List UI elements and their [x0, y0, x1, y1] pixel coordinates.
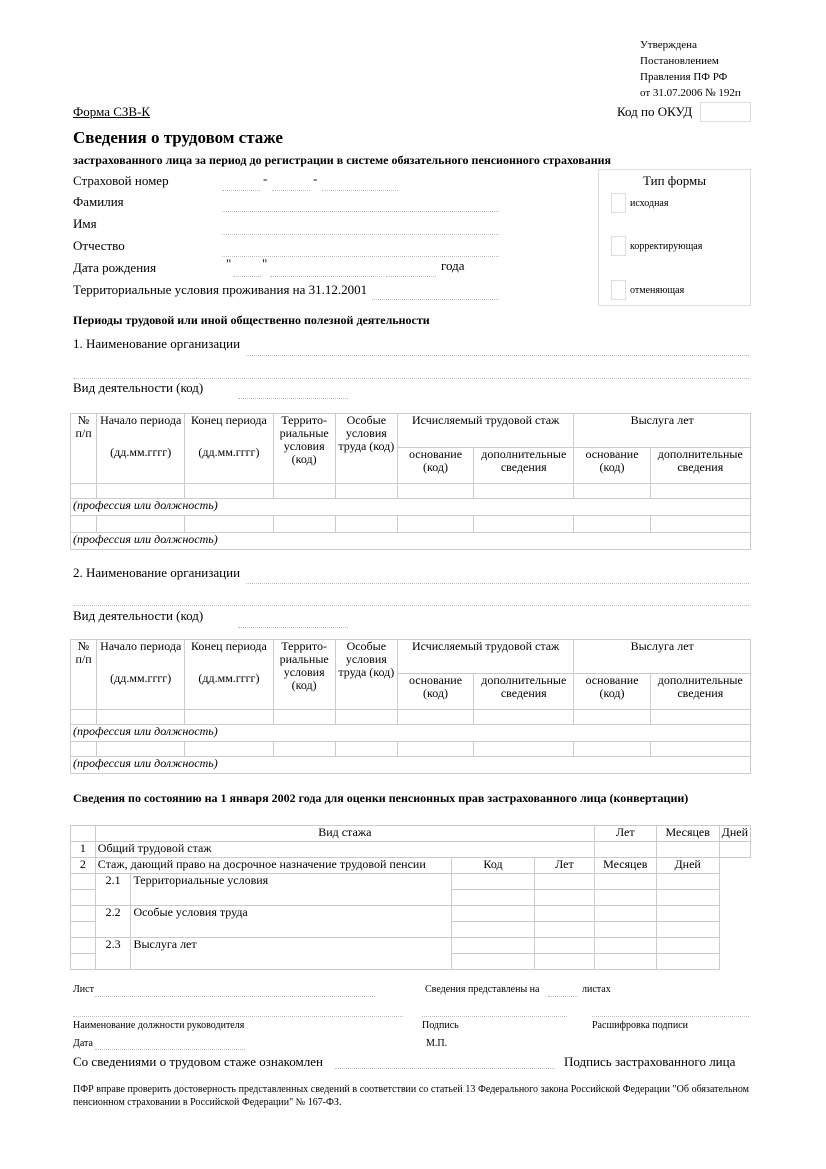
year-word: года [441, 258, 465, 273]
birth-date-label: Дата рождения [73, 260, 157, 275]
activity2-label: Вид деятельности (код) [73, 608, 204, 623]
okud-input[interactable] [700, 102, 751, 122]
territorial-field[interactable] [372, 299, 499, 300]
insurance-number-label: Страховой номер [73, 173, 169, 188]
org1-field-line2[interactable] [73, 378, 749, 379]
col-calc: Исчисляемый трудовой стаж [397, 414, 574, 448]
decoding-label: Расшифровка подписи [592, 1020, 688, 1031]
conv-sub-label: Выслуга лет [131, 938, 452, 970]
birth-year-field[interactable] [386, 276, 436, 277]
conv-days-header: Дней [719, 826, 750, 842]
okud-label: Код по ОКУД [617, 104, 693, 119]
col-end-label: Конец периода [191, 413, 267, 427]
dash: - [313, 171, 318, 186]
col-basis: основание (код) [397, 674, 473, 710]
sheets-count-field[interactable] [548, 996, 578, 997]
profession-row: (профессия или должность) [71, 757, 751, 774]
form-type-original-checkbox[interactable] [611, 193, 626, 213]
conv-row-label: Стаж, дающий право на досрочное назначение трудовой пенсии [95, 858, 451, 874]
insurance-number-part2[interactable] [272, 190, 310, 191]
profession-row: (профессия или должность) [71, 725, 751, 742]
conv-code-header: Код [452, 858, 535, 874]
conv-sub-label: Территориальные условия [131, 874, 452, 906]
acquainted-text: Со сведениями о трудовом стаже ознакомлен [73, 1054, 323, 1069]
conv-row-num: 2 [71, 858, 96, 874]
form-type-cancelling-label: отменяющая [630, 285, 685, 296]
insured-signature-field[interactable] [335, 1068, 555, 1069]
conv-years-header: Лет [594, 826, 656, 842]
insurance-number-part3[interactable] [322, 190, 398, 191]
col-calc: Исчисляемый трудовой стаж [397, 640, 574, 674]
name-label: Имя [73, 216, 97, 231]
activity2-field[interactable] [238, 627, 348, 628]
col-extra: дополнительные сведения [474, 674, 574, 710]
org1-label: 1. Наименование организации [73, 336, 241, 351]
col-extra: дополнительные сведения [474, 448, 574, 484]
conv-sub-row[interactable] [71, 938, 751, 954]
col-service: Выслуга лет [574, 640, 751, 674]
conv-days-header: Дней [656, 858, 719, 874]
table-row[interactable] [71, 742, 751, 757]
quote-close: " [262, 256, 268, 271]
form-type-title: Тип формы [643, 173, 706, 188]
col-start [97, 414, 185, 484]
conv-years-header: Лет [534, 858, 594, 874]
org1-field[interactable] [246, 355, 749, 356]
table-row[interactable] [71, 484, 751, 499]
approval-line: Постановлением [640, 55, 719, 67]
conv-empty [71, 826, 96, 842]
col-terr: Террито-риальные условия (код) [273, 414, 335, 484]
date-label: Дата [73, 1038, 93, 1049]
legal-note: ПФР вправе проверить достоверность представленных сведений в соответствии со статьей 13 Федерального закона Российской Федерации "Об обязательном пенсионном страховании в Российской Федерации" № 167-ФЗ. [73, 1084, 749, 1108]
presented-on-label: Сведения представлены на [425, 984, 540, 995]
conv-sub-num: 2.3 [95, 938, 131, 970]
col-end [185, 414, 273, 484]
date-field[interactable] [95, 1049, 245, 1050]
birth-month-field[interactable] [270, 276, 382, 277]
col-basis: основание (код) [574, 674, 650, 710]
name-field[interactable] [222, 234, 499, 235]
org2-field[interactable] [246, 583, 749, 584]
col-service: Выслуга лет [574, 414, 751, 448]
org2-label: 2. Наименование организации [73, 565, 241, 580]
conv-row-num: 1 [71, 842, 96, 858]
territorial-label: Территориальные условия проживания на 31.12.2001 [73, 282, 368, 297]
activity1-label: Вид деятельности (код) [73, 380, 204, 395]
quote-open: " [226, 256, 232, 271]
stamp-label: М.П. [426, 1038, 448, 1049]
page-title: Сведения о трудовом стаже [73, 128, 283, 147]
form-type-corrective-label: корректирующая [630, 241, 703, 252]
sheets-label: листах [582, 984, 611, 995]
date-format: (дд.мм.гггг) [198, 671, 260, 685]
col-start-label: Начало периода [100, 413, 182, 427]
page-subtitle: застрахованного лица за период до регистрации в системе обязательного пенсионного страхования [73, 153, 612, 167]
dash: - [263, 171, 268, 186]
approval-block [640, 37, 741, 101]
activity1-field[interactable] [238, 398, 348, 399]
conv-months-header: Месяцев [656, 826, 719, 842]
signature-field[interactable] [422, 1016, 567, 1017]
head-position-field[interactable] [73, 1016, 403, 1017]
table-row[interactable] [71, 516, 751, 533]
conv-sub-row[interactable] [71, 874, 751, 890]
conv-sub-row[interactable] [71, 906, 751, 922]
col-special: Особые условия труда (код) [335, 414, 397, 484]
col-terr: Террито-риальные условия (код) [273, 640, 335, 710]
col-end-label: Конец периода [191, 639, 267, 653]
surname-field[interactable] [222, 211, 499, 212]
signature-label: Подпись [422, 1020, 459, 1031]
date-format: (дд.мм.гггг) [198, 445, 260, 459]
col-num: № п/п [71, 640, 97, 710]
conv-row-label: Общий трудовой стаж [95, 842, 594, 858]
conv-kind-header: Вид стажа [95, 826, 594, 842]
patronymic-label: Отчество [73, 238, 125, 253]
approval-line: от 31.07.2006 № 192п [640, 87, 741, 99]
col-extra: дополнительные сведения [650, 448, 750, 484]
conv-months-header: Месяцев [594, 858, 656, 874]
col-start-label: Начало периода [100, 639, 182, 653]
conversion-table [70, 825, 751, 970]
col-end [185, 640, 273, 710]
birth-day-field[interactable] [233, 276, 261, 277]
conv-sub-num: 2.1 [95, 874, 131, 906]
insured-signature-label: Подпись застрахованного лица [564, 1054, 736, 1069]
sheet-label: Лист [73, 984, 94, 995]
col-basis: основание (код) [397, 448, 473, 484]
profession-row: (профессия или должность) [71, 499, 751, 516]
form-code: Форма СЗВ-К [73, 104, 151, 119]
col-special: Особые условия труда (код) [335, 640, 397, 710]
conv-sub-num: 2.2 [95, 906, 131, 938]
date-format: (дд.мм.гггг) [110, 445, 172, 459]
date-format: (дд.мм.гггг) [110, 671, 172, 685]
org2-field-line2[interactable] [73, 605, 749, 606]
approval-line: Правления ПФ РФ [640, 71, 728, 83]
approval-line: Утверждена [640, 39, 697, 51]
periods-table-1 [70, 413, 751, 550]
insurance-number-part1[interactable] [222, 190, 260, 191]
conversion-heading: Сведения по состоянию на 1 января 2002 года для оценки пенсионных прав застрахованного лица (конвертации) [73, 791, 689, 805]
col-basis: основание (код) [574, 448, 650, 484]
periods-table-2 [70, 639, 751, 774]
form-type-original-label: исходная [630, 198, 669, 209]
col-start [97, 640, 185, 710]
sheet-field[interactable] [95, 996, 375, 997]
head-position-label: Наименование должности руководителя [73, 1020, 245, 1031]
form-type-corrective-checkbox[interactable] [611, 236, 626, 256]
periods-heading: Периоды трудовой или иной общественно полезной деятельности [73, 313, 430, 327]
form-type-cancelling-checkbox[interactable] [611, 280, 626, 300]
table-row[interactable] [71, 710, 751, 725]
col-num: № п/п [71, 414, 97, 484]
conv-row[interactable] [71, 842, 751, 858]
profession-row: (профессия или должность) [71, 533, 751, 550]
conv-sub-label: Особые условия труда [131, 906, 452, 938]
decoding-field[interactable] [592, 1016, 749, 1017]
col-extra: дополнительные сведения [650, 674, 750, 710]
surname-label: Фамилия [73, 194, 124, 209]
